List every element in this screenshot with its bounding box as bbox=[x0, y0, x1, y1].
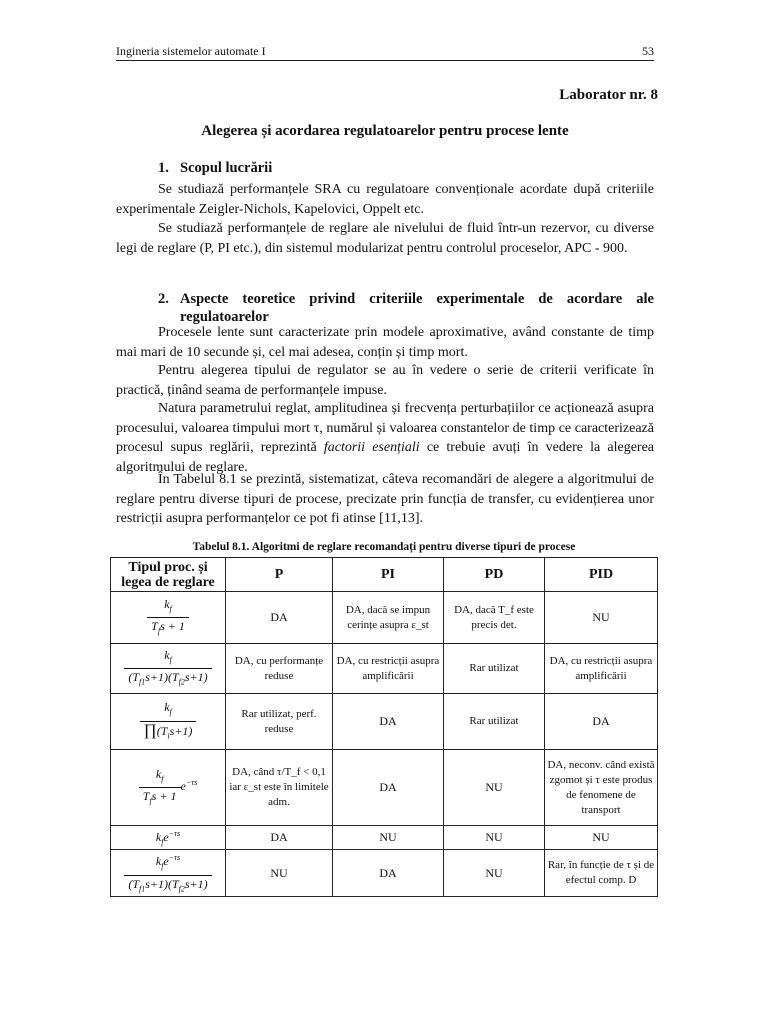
table-row bbox=[111, 750, 658, 826]
cell-pid: DA, neconv. când există zgomot și τ este produs de fenomene de transport bbox=[545, 750, 658, 826]
transfer-function: $k_fe^{-\tau s}$ bbox=[111, 826, 226, 850]
header-p: P bbox=[226, 558, 333, 592]
section-1-heading bbox=[158, 160, 272, 177]
cell-p: DA, cu performanțe reduse bbox=[226, 644, 333, 694]
section-2-paragraph-1: Procesele lente sunt caracterizate prin modele aproximative, având constante de timp mai mari de 10 secunde și, cel mai adesea, conțin și timp mort. bbox=[116, 325, 654, 360]
cell-pid: NU bbox=[545, 592, 658, 644]
cell-p: DA bbox=[226, 592, 333, 644]
table-row bbox=[111, 826, 658, 850]
header-pd: PD bbox=[444, 558, 545, 592]
section-2-paragraph-3: Natura parametrului reglat, amplitudinea și frecvența perturbațiilor ce acționează asupra procesului, valoarea timpului mort τ, numărul și valoarea constantelor de timp ce caracterizează procesul supus reglării, reprezintă factorii esențiali ce trebuie avuți în vedere la alegerea algoritmului de reglare. bbox=[116, 401, 654, 475]
cell-pid: NU bbox=[545, 826, 658, 850]
section-1-number: 1. bbox=[158, 160, 169, 176]
section-2-paragraph-4: În Tabelul 8.1 se prezintă, sistematizat, câteva recomandări de alegere a algoritmului de reglare pentru diverse tipuri de procese, precizate prin funcția de transfer, cu evidențierea unor restricții asupra performanțelor ce pot fi atinse [11,13]. bbox=[116, 472, 654, 526]
cell-pid: Rar, în funcție de τ și de efectul comp. D bbox=[545, 850, 658, 897]
cell-pid: DA bbox=[545, 694, 658, 750]
cell-p: Rar utilizat, perf. reduse bbox=[226, 694, 333, 750]
section-2-number: 2. bbox=[158, 291, 169, 307]
cell-pi: DA bbox=[333, 850, 444, 897]
emphasis-factori: factorii esențiali bbox=[323, 440, 420, 455]
section-1-title: Scopul lucrării bbox=[180, 160, 273, 176]
table-row bbox=[111, 592, 658, 644]
cell-pd: DA, dacă T_f este precis det. bbox=[444, 592, 545, 644]
page-number: 53 bbox=[642, 44, 654, 58]
section-1-paragraph-2: Se studiază performanțele de reglare ale nivelului de fluid într-un rezervor, cu diverse legi de reglare (P, PI etc.), din sistemul modularizat pentru controlul proceselor, APC - 900. bbox=[116, 221, 654, 256]
table-row bbox=[111, 644, 658, 694]
cell-p: DA bbox=[226, 826, 333, 850]
header-pi: PI bbox=[333, 558, 444, 592]
table-header-row bbox=[111, 558, 658, 592]
table-row bbox=[111, 850, 658, 897]
section-2-paragraph-2: Pentru alegerea tipului de regulator se au în vedere o serie de criterii verificate în practică, ținând seama de performanțele impuse. bbox=[116, 363, 654, 398]
cell-p: DA, când τ/T_f < 0,1 iar ε_st este în limitele adm. bbox=[226, 750, 333, 826]
cell-p: NU bbox=[226, 850, 333, 897]
header-pid: PID bbox=[545, 558, 658, 592]
cell-pd: Rar utilizat bbox=[444, 694, 545, 750]
transfer-function: $\frac{k_f}{T_fs + 1}$ $e^{-\tau s}$ bbox=[111, 750, 226, 826]
transfer-function: $\frac{k_fe^{-\tau s}}{(T_{f1}s+1)(T_{f2}s+1)}$ bbox=[111, 850, 226, 897]
cell-pd: NU bbox=[444, 750, 545, 826]
cell-pid: DA, cu restricții asupra amplificării bbox=[545, 644, 658, 694]
cell-pi: DA bbox=[333, 694, 444, 750]
transfer-function: $\frac{k_f}{\prod(T_is+1)}$ bbox=[111, 694, 226, 750]
section-2-heading bbox=[158, 290, 654, 326]
transfer-function: $\frac{k_f}{(T_{f1}s+1)(T_{f2}s+1)}$ bbox=[111, 644, 226, 694]
transfer-function: $\frac{k_f}{T_fs + 1}$ bbox=[111, 592, 226, 644]
cell-pi: DA bbox=[333, 750, 444, 826]
lab-label: Laborator nr. 8 bbox=[559, 87, 658, 103]
header-process: Tipul proc. și legea de reglare bbox=[111, 558, 226, 592]
cell-pi: NU bbox=[333, 826, 444, 850]
table-row bbox=[111, 694, 658, 750]
header-title: Ingineria sistemelor automate I bbox=[116, 44, 266, 58]
cell-pd: NU bbox=[444, 826, 545, 850]
table-caption: Tabelul 8.1. Algoritmi de reglare recomandați pentru diverse tipuri de procese bbox=[192, 541, 576, 553]
page-header bbox=[116, 44, 654, 61]
cell-pi: DA, cu restricții asupra amplificării bbox=[333, 644, 444, 694]
section-2-title: Aspecte teoretice privind criteriile experimentale de acordare ale regulatoarelor bbox=[180, 291, 654, 325]
regulator-table bbox=[110, 557, 658, 897]
cell-pd: NU bbox=[444, 850, 545, 897]
section-1-paragraph-1: Se studiază performanțele SRA cu regulatoare convenționale acordate după criteriile experimentale Zeigler-Nichols, Kapelovici, Oppelt etc. bbox=[116, 182, 654, 217]
document-title: Alegerea și acordarea regulatoarelor pentru procese lente bbox=[201, 123, 569, 139]
cell-pd: Rar utilizat bbox=[444, 644, 545, 694]
cell-pi: DA, dacă se impun cerințe asupra ε_st bbox=[333, 592, 444, 644]
